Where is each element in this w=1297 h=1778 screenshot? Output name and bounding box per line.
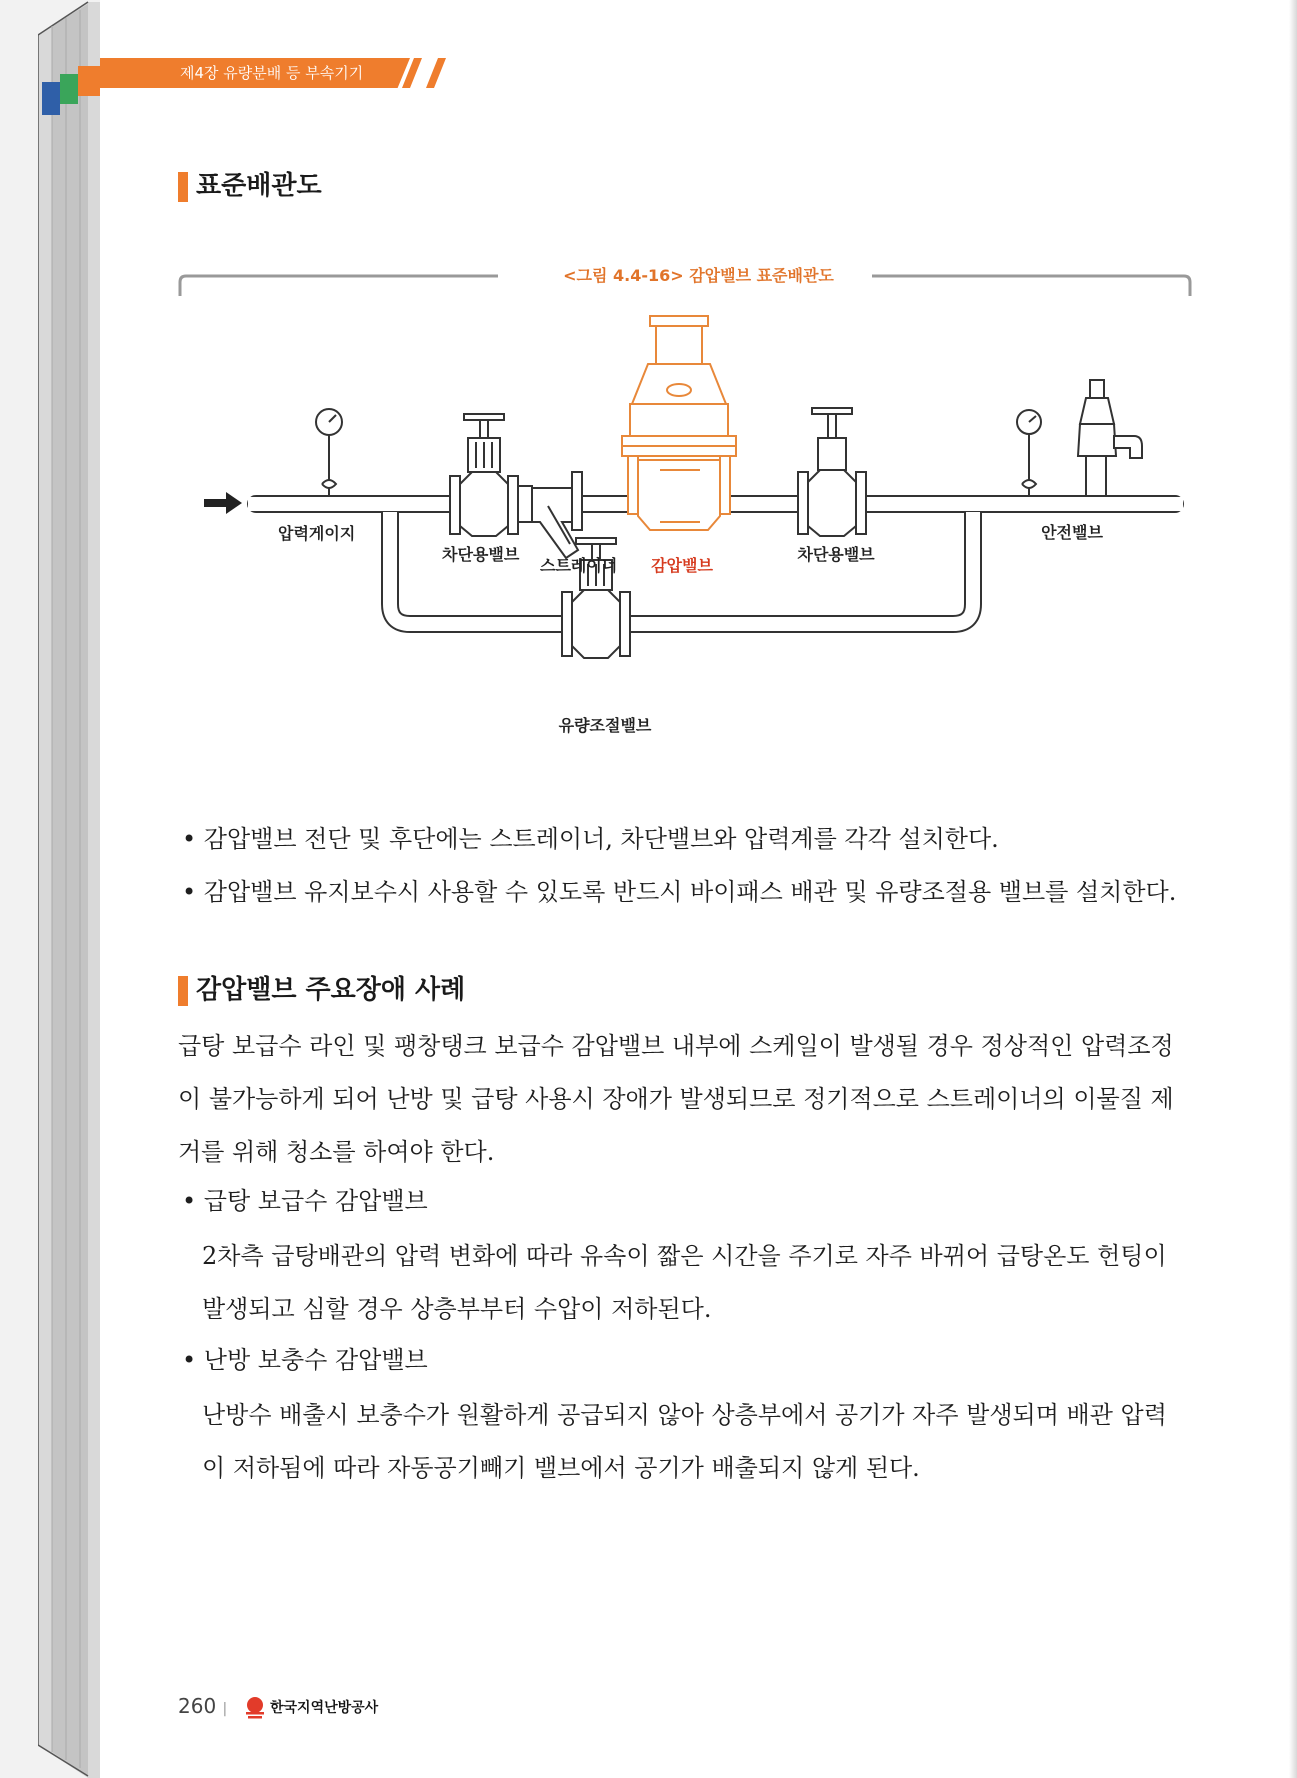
chapter-title: 제4장 유량분배 등 부속기기 xyxy=(180,64,364,82)
shutoff-valve-right-icon xyxy=(798,408,866,536)
page-number-text: 260 xyxy=(178,1694,217,1718)
publisher-logo-icon xyxy=(244,1696,266,1720)
shutoff-valve-left-icon xyxy=(450,414,518,536)
intro-paragraph xyxy=(178,1020,1174,1179)
book-edge xyxy=(38,0,102,1778)
case-title: • 난방 보충수 감압밸브 xyxy=(182,1346,428,1374)
case-title-text: 급탕 보급수 감압밸브 xyxy=(203,1187,428,1215)
intro-line: 거를 위해 청소를 하여야 한다. xyxy=(178,1138,495,1166)
bullet-item: • 감압밸브 유지보수시 사용할 수 있도록 반드시 바이패스 배관 및 유량조절용 밸브를 설치한다. xyxy=(182,878,1177,906)
caption-bracket-right xyxy=(872,276,1190,296)
case-line: 발생되고 심할 경우 상층부부터 수압이 저하된다. xyxy=(202,1295,712,1323)
pressure-gauge-right-icon xyxy=(1017,410,1041,496)
caption-bracket-left xyxy=(180,276,498,296)
label-safety-valve: 안전밸브 xyxy=(1041,523,1103,542)
section-title-failure-cases: 감압밸브 주요장애 사례 xyxy=(196,975,466,1005)
intro-line: 이 불가능하게 되어 난방 및 급탕 사용시 장애가 발생되므로 정기적으로 스트레이너의 이물질 제 xyxy=(178,1085,1174,1113)
label-reducing-valve: 감압밸브 xyxy=(651,556,713,575)
label-strainer: 스트레이너 xyxy=(540,556,618,575)
case-line: 2차측 급탕배관의 압력 변화에 따라 유속이 짧은 시간을 주기로 자주 바뀌어 급탕온도 헌팅이 xyxy=(202,1242,1167,1270)
piping-diagram xyxy=(100,260,1297,760)
intro-line: 급탕 보급수 라인 및 팽창탱크 보급수 감압밸브 내부에 스케일이 발생될 경우 정상적인 압력조정 xyxy=(178,1032,1174,1060)
pressure-gauge-left-icon xyxy=(316,409,342,496)
bullet-item: • 감압밸브 전단 및 후단에는 스트레이너, 차단밸브와 압력계를 각각 설치한다. xyxy=(182,825,999,853)
case-line: 이 저하됨에 따라 자동공기빼기 밸브에서 공기가 배출되지 않게 된다. xyxy=(202,1454,920,1482)
page-number: 260 | xyxy=(178,1694,228,1718)
section-marker xyxy=(178,976,188,1006)
label-shutoff-valve-right: 차단용밸브 xyxy=(797,545,875,564)
edge-tab-orange xyxy=(78,66,100,96)
section-title-standard-piping: 표준배관도 xyxy=(196,171,322,201)
strainer-icon xyxy=(518,472,582,558)
edge-tab-blue xyxy=(42,82,60,115)
figure-caption: <그림 4.4-16> 감압밸브 표준배관도 xyxy=(563,266,834,285)
flow-arrow-icon xyxy=(204,492,242,514)
header-stripe xyxy=(426,58,446,88)
label-pressure-gauge: 압력게이지 xyxy=(278,524,356,543)
safety-valve-icon xyxy=(1078,380,1142,496)
page xyxy=(100,0,1297,1778)
edge-tab-green xyxy=(60,74,78,104)
publisher-name: 한국지역난방공사 xyxy=(270,1700,379,1716)
case-title: • 급탕 보급수 감압밸브 xyxy=(182,1187,428,1215)
label-shutoff-valve-left: 차단용밸브 xyxy=(442,545,520,564)
case-description xyxy=(202,1389,1167,1495)
case-title-text: 난방 보충수 감압밸브 xyxy=(203,1346,428,1374)
bullet-text: 감압밸브 전단 및 후단에는 스트레이너, 차단밸브와 압력계를 각각 설치한다. xyxy=(203,825,999,853)
case-line: 난방수 배출시 보충수가 원활하게 공급되지 않아 상층부에서 공기가 자주 발생되며 배관 압력 xyxy=(202,1401,1167,1429)
label-flow-control-valve: 유량조절밸브 xyxy=(558,716,652,735)
section-marker xyxy=(178,172,188,202)
case-description xyxy=(202,1230,1167,1336)
bullet-text: 감압밸브 유지보수시 사용할 수 있도록 반드시 바이패스 배관 및 유량조절용 밸브를 설치한다. xyxy=(203,878,1177,906)
pressure-reducing-valve-icon xyxy=(622,316,736,530)
